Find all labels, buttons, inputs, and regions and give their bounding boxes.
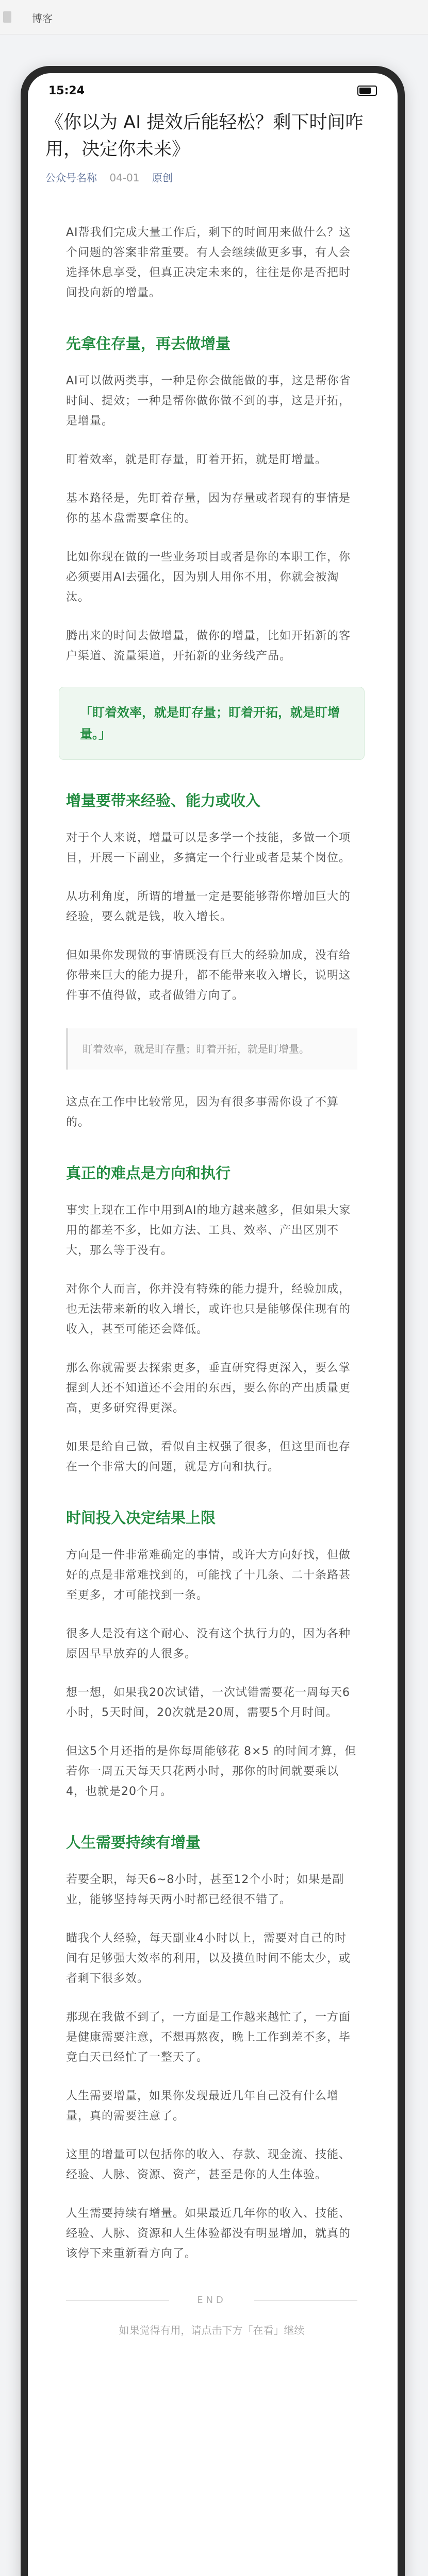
status-bar [28, 73, 398, 106]
paragraph: 腾出来的时间去做增量，做你的增量，比如开拓新的客户渠道、流量渠道，开拓新的业务线产品。 [66, 630, 351, 663]
paragraph: 那么你就需要去探索更多，垂直研究得更深入，要么掌握到人还不知道还不会用的东西，要么你的产出质量更高，更多研究得更深。 [66, 1362, 351, 1415]
paragraph: 从功利角度，所谓的增量一定是要能够帮你增加巨大的经验，要么就是钱，收入增长。 [66, 890, 351, 923]
battery-icon [357, 86, 377, 96]
top-bar [0, 0, 428, 35]
paragraph: 事实上现在工作中用到AI的地方越来越多，但如果大家用的都差不多，比如方法、工具、效率、产出区别不大，那么等于没有。 [66, 1204, 351, 1257]
paragraph: 瞄我个人经验，每天副业4小时以上，需要对自己的时间有足够强大效率的利用，以及摸鱼时间不能太少，或者剩下很多效。 [66, 1932, 351, 1985]
section-heading: 增量要带来经验、能力或收入 [66, 792, 261, 809]
page-title: 博客 [32, 12, 53, 25]
section-heading: 真正的难点是方向和执行 [66, 1164, 231, 1182]
paragraph: 对你个人而言，你并没有特殊的能力提升，经验加成，也无法带来新的收入增长，或许也只是能够保住现有的收入，甚至可能还会降低。 [66, 1283, 351, 1336]
paragraph: 这点在工作中比较常见，因为有很多事需你设了不算的。 [66, 1096, 339, 1129]
paragraph: 基本路径是，先盯着存量，因为存量或者现有的事情是你的基本盘需要拿住的。 [66, 492, 351, 525]
paragraph: 人生需要持续有增量。如果最近几年你的收入、技能、经验、人脉、资源和人生体验都没有明显增加，就真的该停下来重新看方向了。 [66, 2207, 351, 2260]
highlight-quote: 「盯着效率，就是盯存量；盯着开拓，就是盯增量。」 [59, 687, 365, 760]
publish-date: 04-01 [109, 172, 140, 184]
paragraph: 这里的增量可以包括你的收入、存款、现金流、技能、经验、人脉、资源、资产，甚至是你的人生体验。 [66, 2148, 351, 2181]
section-heading: 先拿住存量，再去做增量 [66, 335, 231, 352]
end-divider: END [66, 2295, 357, 2306]
paragraph: 对于个人来说，增量可以是多学一个技能，多做一个项目，开展一下副业，多搞定一个行业或者是某个岗位。 [66, 832, 351, 865]
article-body [45, 223, 378, 2264]
paragraph: 比如你现在做的一些业务项目或者是你的本职工作，你必须要用AI去强化，因为别人用你不用，你就会被淘汰。 [66, 551, 351, 604]
paragraph: AI可以做两类事，一种是你会做能做的事，这是帮你省时间、提效；一种是帮你做你做不到的事，这是开拓，是增量。 [66, 375, 351, 428]
paragraph: 人生需要增量，如果你发现最近几年自己没有什么增量，真的需要注意了。 [66, 2090, 339, 2123]
paragraph: 若要全职，每天6~8小时，甚至12个小时；如果是副业，能够坚持每天两小时都已经很不错了。 [66, 1873, 344, 1906]
paragraph: 但这5个月还指的是你每周能够花 8×5 的时间才算，但若你一周五天每天只花两小时，那你的时间就要乘以4，也就是20个月。 [66, 1745, 357, 1798]
account-name-link[interactable]: 公众号名称 [45, 172, 97, 184]
paragraph: 但如果你发现做的事情既没有巨大的经验加成，没有给你带来巨大的能力提升，都不能带来收入增长，说明这件事不值得做，或者做错方向了。 [66, 949, 351, 1002]
paragraph: 那现在我做不到了，一方面是工作越来越忙了，一方面是健康需要注意，不想再熬夜，晚上工作到差不多，毕竟白天已经忙了一整天了。 [66, 2011, 351, 2064]
paragraph: AI帮我们完成大量工作后，剩下的时间用来做什么？这个问题的答案非常重要。有人会继续做更多事，有人会选择休息享受，但真正决定未来的，往往是你是否把时间投向新的增量。 [66, 226, 351, 299]
follow-hint [66, 2322, 357, 2338]
paragraph: 想一想，如果我20次试错，一次试错需要花一周每天6小时，5天时间，20次就是20周，需要5个月时间。 [66, 1686, 350, 1719]
original-tag: 原创 [152, 172, 173, 184]
status-time: 15:24 [48, 84, 85, 97]
section-heading: 时间投入决定结果上限 [66, 1509, 216, 1527]
section-heading: 人生需要持续有增量 [66, 1834, 201, 1851]
phone-frame [21, 66, 405, 2576]
article-meta [45, 170, 378, 185]
article-content [45, 109, 378, 2369]
phone-screen [28, 73, 398, 2576]
follow-hint-text: 如果觉得有用，请点击下方「在看」继续 [119, 2324, 305, 2336]
paragraph: 很多人是没有这个耐心、没有这个执行力的，因为各种原因早早放弃的人很多。 [66, 1628, 351, 1660]
paragraph: 如果是给自己做，看似自主权强了很多，但这里面也存在一个非常大的问题，就是方向和执行。 [66, 1440, 351, 1473]
block-quote: 盯着效率，就是盯存量；盯着开拓，就是盯增量。 [66, 1028, 357, 1070]
app-logo-icon [3, 11, 11, 23]
article-title: 《你以为 AI 提效后能轻松？剩下时间咋用，决定你未来》 [45, 112, 364, 160]
paragraph: 方向是一件非常难确定的事情，或许大方向好找，但做好的点是非常难找到的，可能找了十几条、二十条路甚至更多，才可能找到一条。 [66, 1549, 351, 1602]
paragraph: 盯着效率，就是盯存量，盯着开拓，就是盯增量。 [66, 453, 327, 466]
